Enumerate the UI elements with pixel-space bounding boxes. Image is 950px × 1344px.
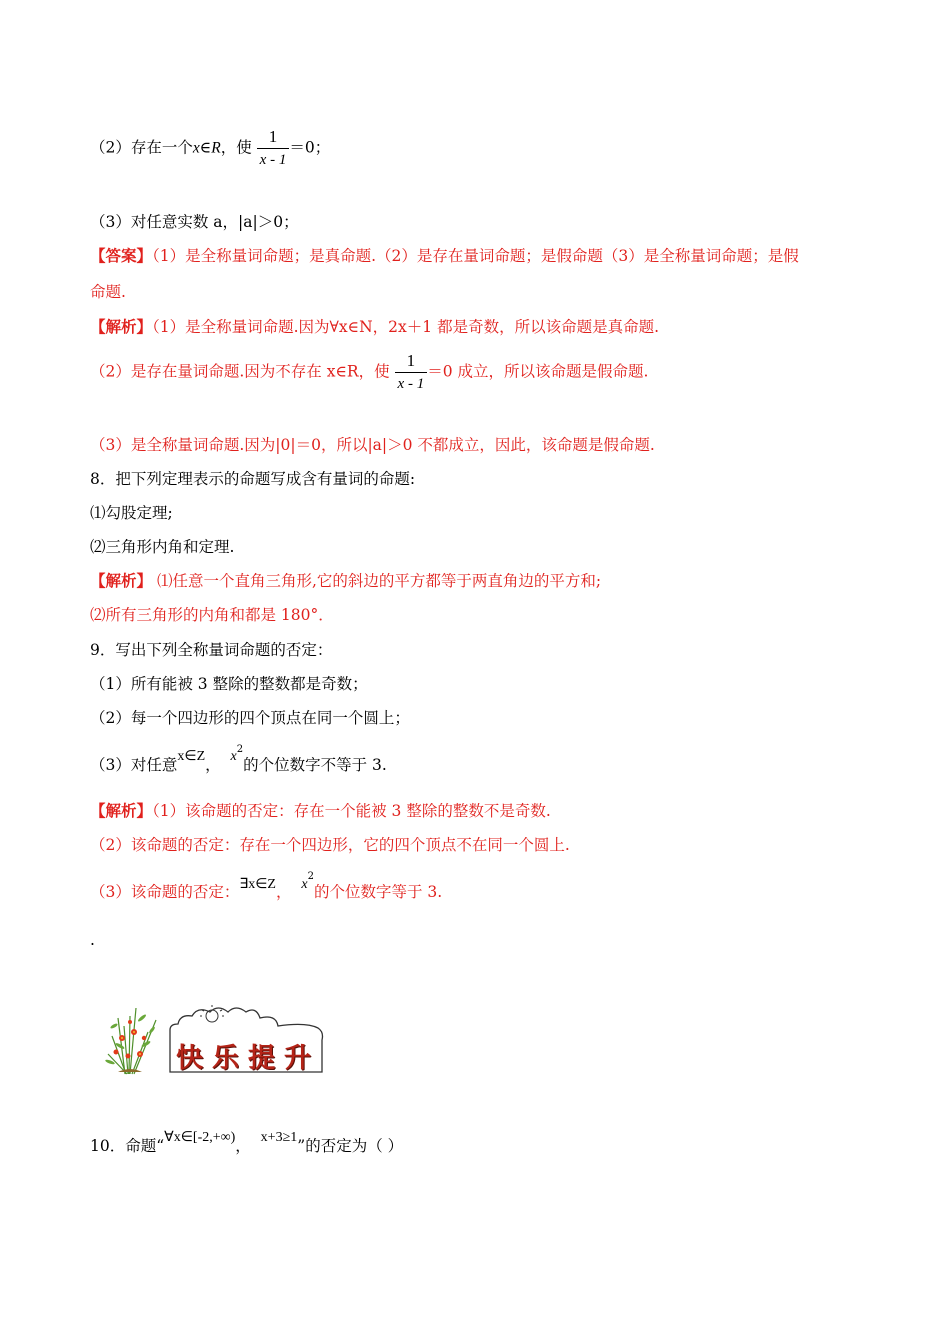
question-9-1	[90, 674, 368, 694]
q9-3-superscript: 2	[236, 744, 244, 755]
analysis-fraction-numerator: 1	[406, 351, 416, 370]
analysis-tag: 【解析】	[90, 317, 153, 336]
q9-3-suffix: 的个位数字不等于 3.	[243, 756, 387, 774]
q8-text: 8．把下列定理表示的命题写成含有量词的命题:	[90, 470, 416, 488]
analysis-2-prefix: （2）是存在量词命题.因为不存在 x∈R，使	[90, 362, 390, 381]
q8-analysis-tag: 【解析】	[90, 571, 153, 590]
analysis-line-1	[90, 317, 659, 337]
question-9-3	[90, 744, 387, 778]
analysis-2-suffix: ＝0 成立，所以该命题是假命题.	[427, 362, 649, 381]
analysis-line-2	[90, 350, 648, 395]
q7-3-text: （3）对任意实数 a，|a|＞0；	[90, 213, 299, 231]
dot-line	[90, 930, 95, 950]
q9-analysis-3-suffix: 的个位数字等于 3.	[313, 883, 443, 901]
q10-comma: ，	[235, 1137, 251, 1155]
question-8	[90, 469, 415, 489]
q9-text: 9．写出下列全称量词命题的否定：	[90, 641, 333, 659]
analysis-fraction	[395, 350, 428, 395]
q10-suffix: ”的否定为（ ）	[297, 1137, 404, 1155]
analysis-line-3	[90, 435, 655, 455]
question-8-1	[90, 503, 173, 523]
q8-2-text: ⑵三角形内角和定理.	[90, 538, 235, 556]
dot: .	[90, 931, 95, 949]
set-R: R	[211, 139, 221, 157]
fraction	[257, 126, 290, 171]
analysis-text-1: （1）是全称量词命题.因为∀x∈N，2x＋1 都是奇数，所以该命题是真命题.	[152, 318, 660, 336]
q9-analysis-3-superscript: 2	[307, 871, 314, 882]
q9-3-math-2: x	[230, 749, 237, 764]
q9-3-comma: ，	[205, 756, 221, 774]
answer-line-1	[90, 246, 799, 266]
q10-prefix: 10．命题“	[90, 1137, 165, 1155]
q9-analysis-line-1	[90, 801, 551, 821]
q8-analysis-text-1: ⑴任意一个直角三角形,它的斜边的平方都等于两直角边的平方和;	[152, 572, 602, 590]
q9-analysis-line-2	[90, 835, 570, 855]
logo-title: 快乐提升	[176, 1043, 320, 1074]
q9-3-math-1: x∈Z	[177, 749, 206, 764]
q7-2-mid: ，使	[220, 138, 252, 157]
answer-text-2: 命题.	[90, 283, 126, 301]
q9-2-text: （2）每一个四边形的四个顶点在同一个圆上；	[90, 709, 410, 727]
q9-analysis-text-2: （2）该命题的否定：存在一个四边形，它的四个顶点不在同一个圆上.	[90, 836, 570, 854]
happy-improve-logo	[100, 996, 330, 1078]
fraction-numerator: 1	[268, 127, 278, 146]
q7-2-suffix: ＝0；	[289, 138, 331, 157]
question-7-2	[90, 126, 330, 171]
q9-analysis-3-math-2: x	[301, 877, 308, 892]
answer-text-1: （1）是全称量词命题；是真命题.（2）是存在量词命题；是假命题（3）是全称量词命题；是假	[152, 247, 799, 265]
analysis-fraction-denominator: x - 1	[395, 372, 428, 395]
q7-2-prefix: （2）存在一个	[90, 138, 193, 157]
question-8-2	[90, 537, 234, 557]
q10-math-2: x+3≥1	[260, 1130, 298, 1145]
q8-analysis-line-2	[90, 605, 334, 625]
question-10	[90, 1130, 404, 1158]
var-x: x	[192, 139, 200, 157]
question-7-3	[90, 212, 299, 232]
in-symbol: ∈	[199, 138, 212, 157]
q9-analysis-3-prefix: （3）该命题的否定：	[90, 883, 240, 901]
q9-analysis-text-1: （1）该命题的否定：存在一个能被 3 整除的整数不是奇数.	[152, 802, 551, 820]
q9-analysis-line-3	[90, 871, 443, 905]
q8-analysis-text-2: ⑵所有三角形的内角和都是 180°．	[90, 606, 334, 624]
q9-analysis-3-comma: ，	[275, 883, 292, 901]
q8-analysis-line-1	[90, 571, 601, 591]
q8-1-text: ⑴勾股定理;	[90, 504, 173, 522]
fraction-denominator: x - 1	[257, 148, 290, 171]
q9-analysis-3-math-1: ∃x∈Z	[239, 877, 276, 892]
q9-3-prefix: （3）对任意	[90, 756, 178, 774]
q10-math-1: ∀x∈[-2,+∞)	[164, 1130, 236, 1145]
answer-line-2	[90, 282, 126, 302]
question-9	[90, 640, 332, 660]
q9-1-text: （1）所有能被 3 整除的整数都是奇数；	[90, 675, 368, 693]
analysis-text-3: （3）是全称量词命题.因为|0|＝0，所以|a|＞0 不都成立，因此，该命题是假命题.	[90, 436, 655, 454]
answer-tag: 【答案】	[90, 246, 153, 265]
question-9-2	[90, 708, 410, 728]
q9-analysis-tag: 【解析】	[90, 801, 153, 820]
